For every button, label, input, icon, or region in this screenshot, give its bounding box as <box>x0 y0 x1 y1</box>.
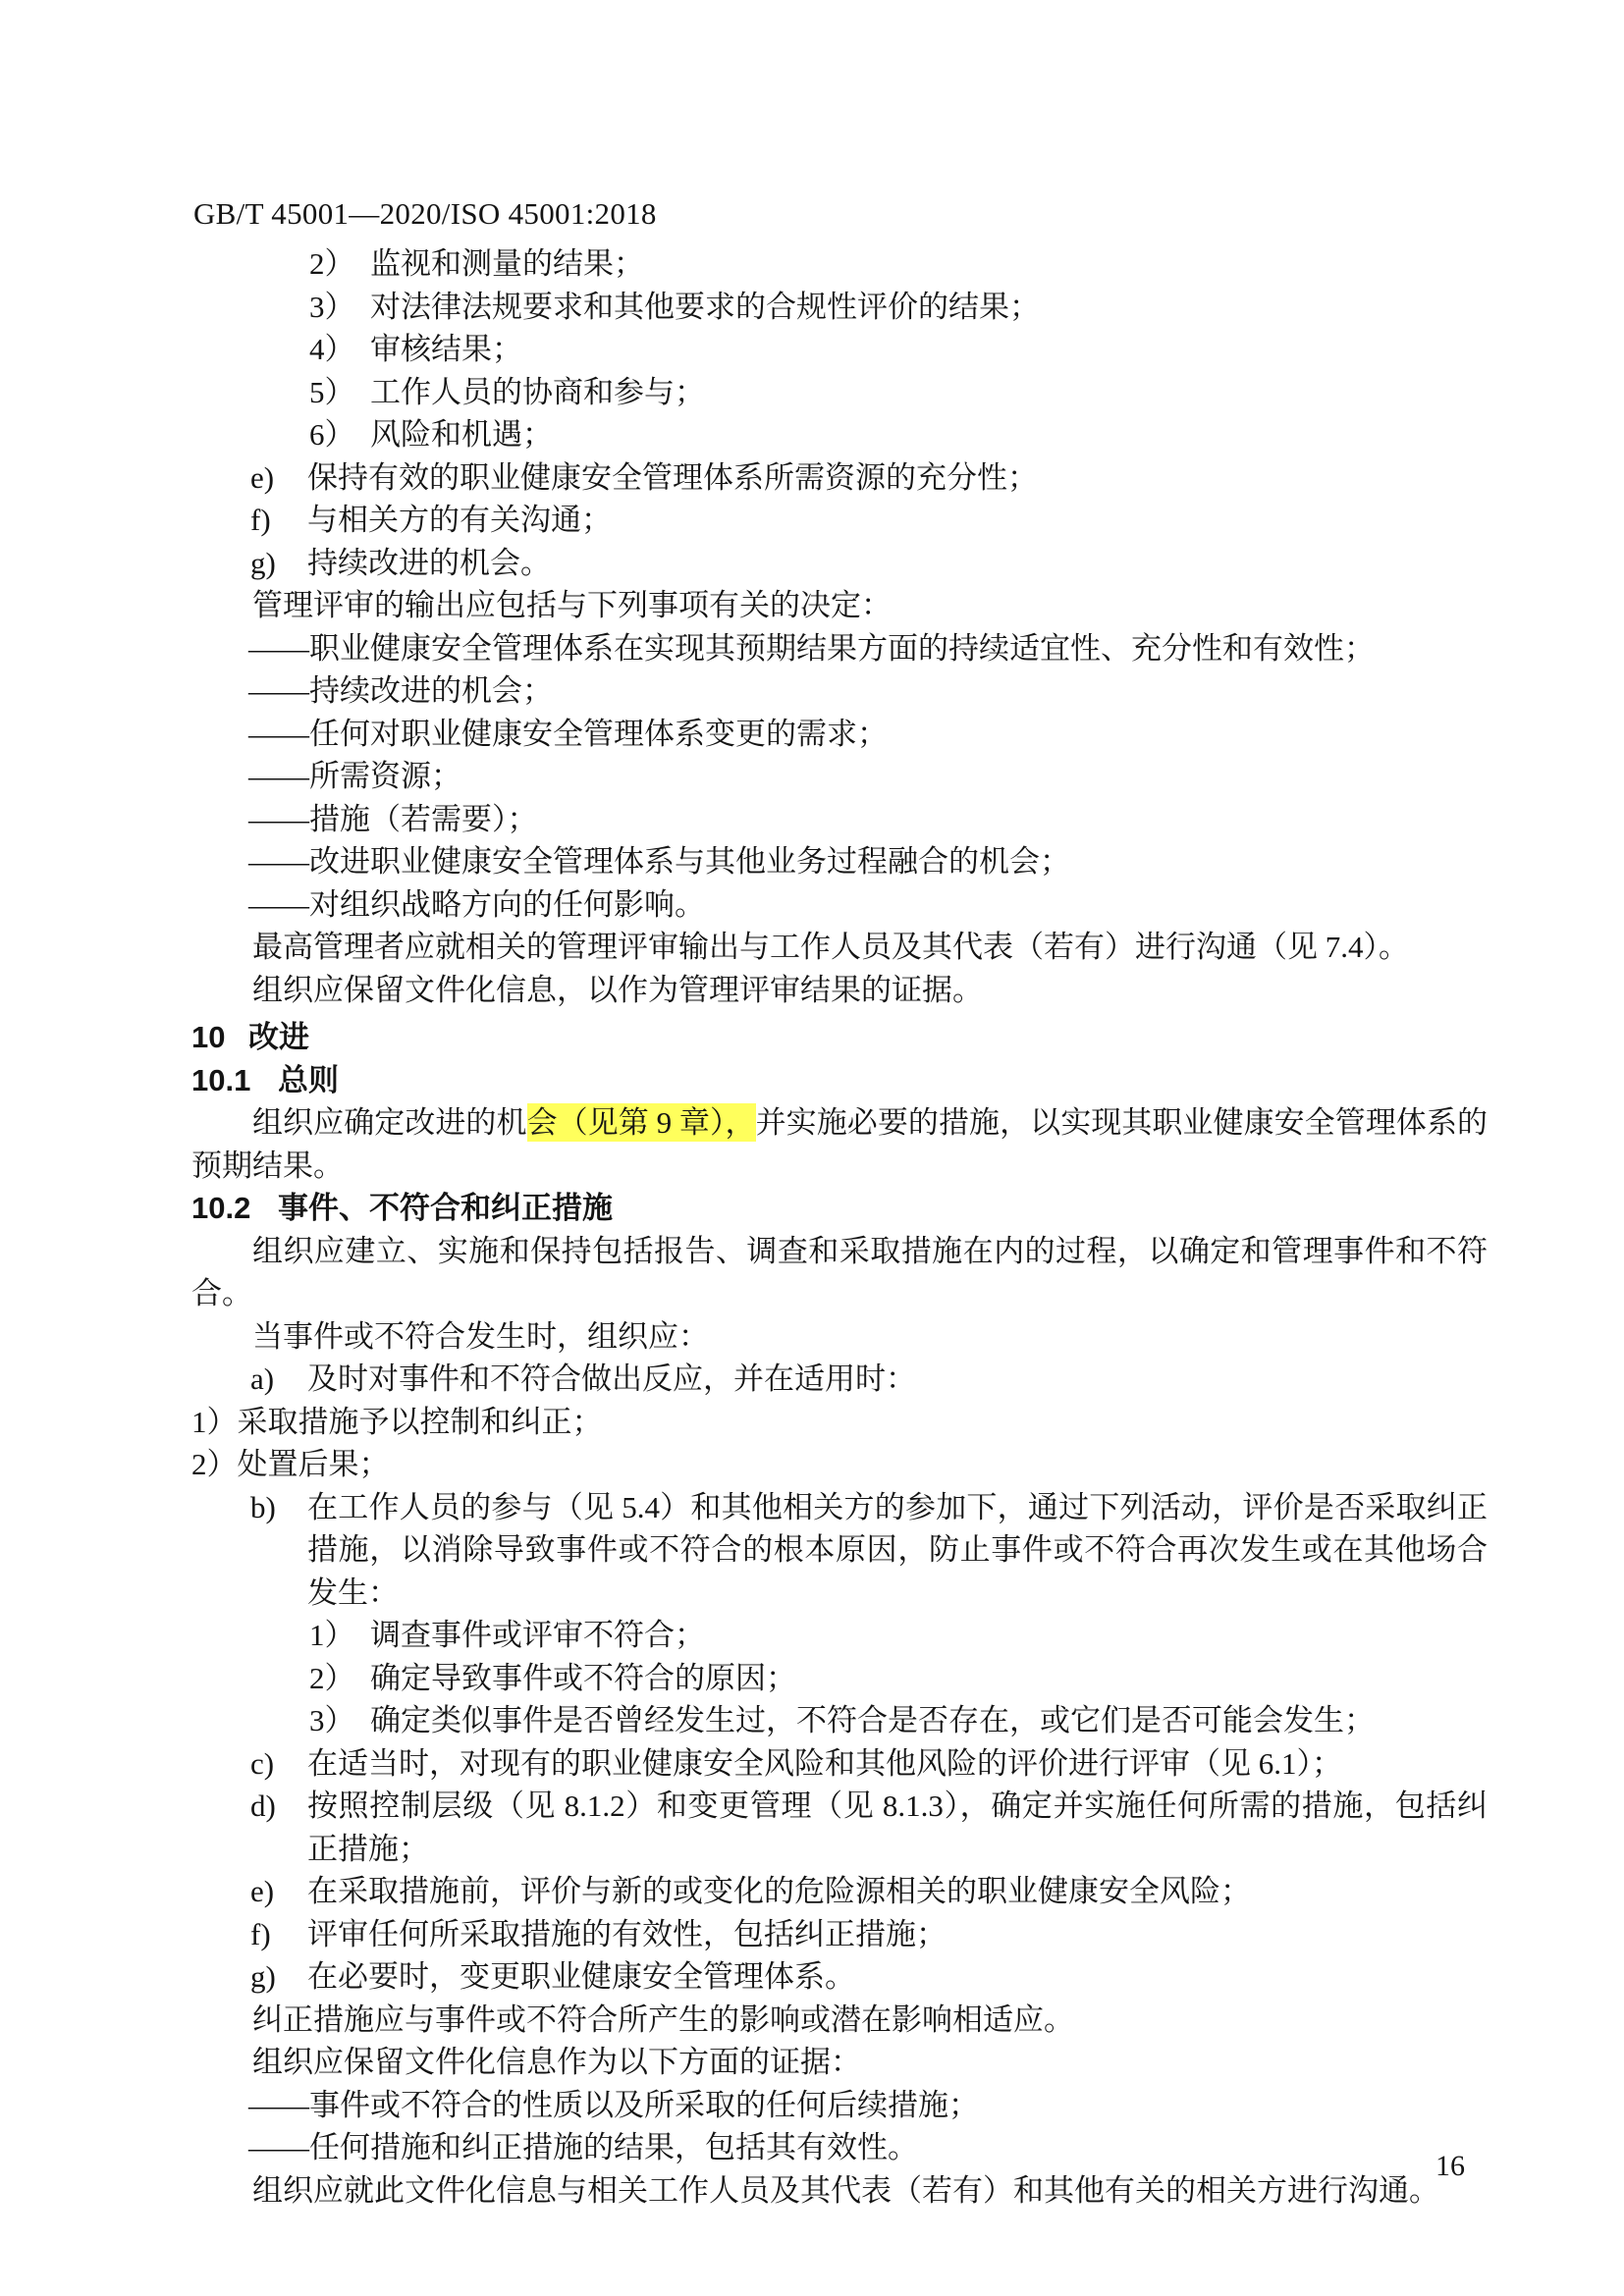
list-item <box>191 286 1488 329</box>
list-item <box>191 1657 1488 1700</box>
page-number: 16 <box>1435 2150 1465 2182</box>
list-item-text: 工作人员的协商和参与； <box>370 374 705 409</box>
list-marker: 2） <box>309 1660 355 1695</box>
list-marker: a) <box>250 1362 275 1396</box>
paragraph: 组织应保留文件化信息，以作为管理评审结果的证据。 <box>252 972 983 1007</box>
dash-item: ——措施（若需要）； <box>248 801 538 836</box>
list-item <box>191 1486 1488 1615</box>
list-marker: 1） <box>309 1618 355 1652</box>
paragraph-text: 组织应确定改进的机 <box>252 1105 527 1140</box>
section-heading <box>191 1016 1488 1059</box>
list-item <box>191 1614 1488 1657</box>
list-marker: e) <box>250 459 275 495</box>
paragraph-text: 并实施必要的措施，以实现其职业健康安全管理体系的预期结果。 <box>191 1105 1489 1183</box>
document-body <box>191 242 1488 2212</box>
paragraph: 组织应保留文件化信息作为以下方面的证据： <box>252 2045 861 2079</box>
dash-item: ——对组织战略方向的任何影响。 <box>248 886 705 922</box>
list-item-text: 按照控制层级（见 8.1.2）和变更管理（见 8.1.3），确定并实施任何所需的措施，包括纠正措施； <box>307 1789 1488 1866</box>
list-marker: e) <box>250 1874 275 1908</box>
list-marker: 2） <box>309 246 355 281</box>
list-item <box>191 242 1488 286</box>
list-item <box>191 1358 1488 1401</box>
sub-list-item <box>191 1401 1488 1444</box>
list-item-text: 监视和测量的结果； <box>370 246 644 281</box>
list-marker: 6） <box>309 417 355 452</box>
list-item-text: 处置后果； <box>237 1447 390 1481</box>
list-marker: 3） <box>309 1703 355 1737</box>
dash-item: ——职业健康安全管理体系在实现其预期结果方面的持续适宜性、充分性和有效性； <box>248 630 1375 666</box>
paragraph: 当事件或不符合发生时，组织应： <box>252 1318 709 1354</box>
list-item-text: 持续改进的机会。 <box>307 545 551 580</box>
list-item <box>191 328 1488 371</box>
list-marker: g) <box>250 545 276 580</box>
dash-item: ——任何措施和纠正措施的结果，包括其有效性。 <box>248 2130 918 2164</box>
document-header: GB/T 45001—2020/ISO 45001:2018 <box>193 196 657 231</box>
list-marker: f) <box>250 503 271 537</box>
subsection-heading <box>191 1187 1488 1230</box>
paragraph <box>191 1101 1488 1187</box>
list-marker: 1） <box>191 1404 238 1439</box>
list-item-text: 对法律法规要求和其他要求的合规性评价的结果； <box>370 289 1040 324</box>
list-marker: 3） <box>309 289 355 324</box>
paragraph: 组织应就此文件化信息与相关工作人员及其代表（若有）和其他有关的相关方进行沟通。 <box>252 2172 1439 2208</box>
list-item-text: 保持有效的职业健康安全管理体系所需资源的充分性； <box>307 459 1038 495</box>
list-item <box>191 1913 1488 1956</box>
dash-item: ——所需资源； <box>248 759 461 793</box>
list-marker: 2） <box>191 1447 238 1481</box>
list-item <box>191 1742 1488 1786</box>
dash-item: ——持续改进的机会； <box>248 673 553 708</box>
list-item-text: 与相关方的有关沟通； <box>307 503 612 537</box>
list-item-text: 在必要时，变更职业健康安全管理体系。 <box>307 1959 855 1994</box>
list-item-text: 审核结果； <box>370 332 522 366</box>
heading-number: 10 <box>191 1020 226 1054</box>
list-item <box>191 1955 1488 1999</box>
list-item-text: 确定类似事件是否曾经发生过，不符合是否存在，或它们是否可能会发生； <box>370 1703 1375 1737</box>
dash-item: ——事件或不符合的性质以及所采取的任何后续措施； <box>248 2087 979 2122</box>
heading-title: 事件、不符合和纠正措施 <box>278 1191 613 1225</box>
list-item <box>191 413 1488 456</box>
list-marker: 5） <box>309 374 355 409</box>
list-item <box>191 1870 1488 1913</box>
paragraph: 最高管理者应就相关的管理评审输出与工作人员及其代表（若有）进行沟通（见 7.4）。 <box>252 930 1409 964</box>
paragraph: 组织应建立、实施和保持包括报告、调查和采取措施在内的过程，以确定和管理事件和不符合。 <box>191 1233 1488 1310</box>
heading-number: 10.1 <box>191 1062 251 1097</box>
list-marker: g) <box>250 1959 276 1994</box>
subsection-heading <box>191 1059 1488 1102</box>
dash-item: ——任何对职业健康安全管理体系变更的需求； <box>248 716 888 751</box>
list-marker: f) <box>250 1916 271 1951</box>
list-item-text: 风险和机遇； <box>370 417 553 452</box>
list-item <box>191 542 1488 585</box>
list-item <box>191 499 1488 542</box>
paragraph: 管理评审的输出应包括与下列事项有关的决定： <box>252 588 892 622</box>
list-item <box>191 1699 1488 1742</box>
list-item-text: 调查事件或评审不符合； <box>370 1618 705 1652</box>
list-item <box>191 456 1488 500</box>
list-item-text: 采取措施予以控制和纠正； <box>237 1404 603 1439</box>
dash-item: ——改进职业健康安全管理体系与其他业务过程融合的机会； <box>248 844 1070 879</box>
list-item <box>191 1785 1488 1870</box>
list-item-text: 在适当时，对现有的职业健康安全风险和其他风险的评价进行评审（见 6.1）； <box>307 1745 1342 1781</box>
list-item-text: 在工作人员的参与（见 5.4）和其他相关方的参加下，通过下列活动，评价是否采取纠正措施，以消除导致事件或不符合的根本原因，防止事件或不符合再次发生或在其他场合发生： <box>307 1489 1488 1610</box>
list-marker: d) <box>250 1789 276 1823</box>
heading-number: 10.2 <box>191 1191 251 1225</box>
list-item-text: 及时对事件和不符合做出反应，并在适用时： <box>307 1362 916 1396</box>
list-item-text: 在采取措施前，评价与新的或变化的危险源相关的职业健康安全风险； <box>307 1874 1251 1908</box>
highlighted-text: 会（见第 9 章）， <box>526 1105 756 1140</box>
heading-title: 改进 <box>248 1020 309 1054</box>
list-item-text: 评审任何所采取措施的有效性，包括纠正措施； <box>307 1916 947 1951</box>
list-item-text: 确定导致事件或不符合的原因； <box>370 1660 796 1695</box>
list-marker: b) <box>250 1489 276 1524</box>
list-item <box>191 371 1488 414</box>
list-marker: 4） <box>309 332 355 366</box>
list-marker: c) <box>250 1745 275 1781</box>
paragraph: 纠正措施应与事件或不符合所产生的影响或潜在影响相适应。 <box>252 2002 1074 2037</box>
heading-title: 总则 <box>278 1062 339 1097</box>
sub-list-item <box>191 1443 1488 1486</box>
